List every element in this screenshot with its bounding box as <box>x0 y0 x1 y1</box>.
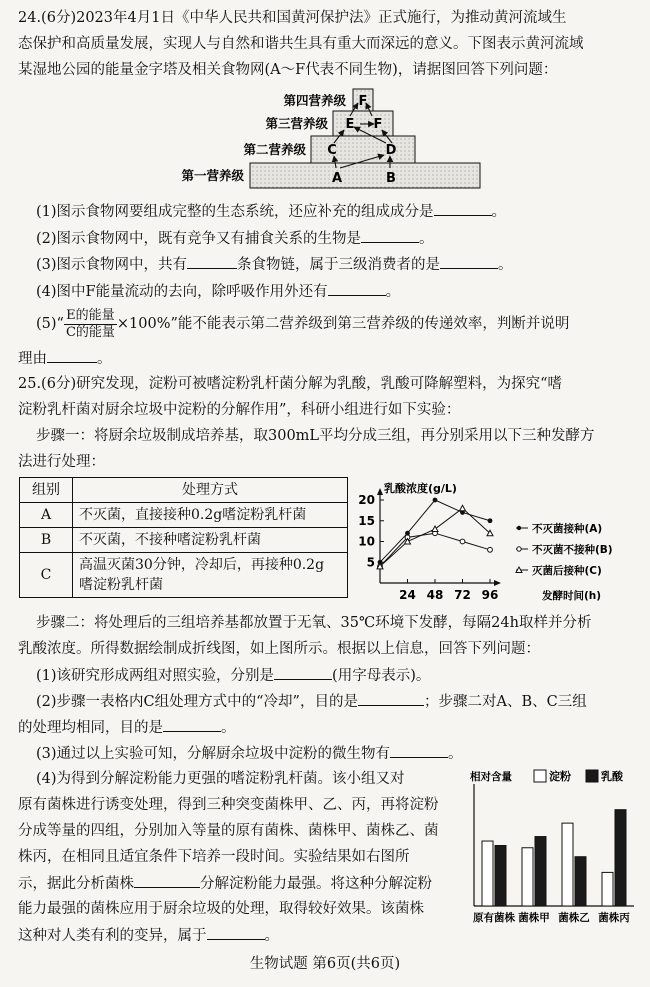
q25-4-line4: 株丙，在相同且适宜条件下培养一段时间。实验结果如右图所 <box>18 849 410 865</box>
point-b <box>488 547 493 552</box>
legend-label: 不灭菌不接种(B) <box>532 544 613 556</box>
table-row <box>20 503 348 528</box>
table-row <box>20 553 348 598</box>
q25-step1-2: 法进行处理： <box>18 454 105 470</box>
q25-step2-2: 乳酸浓度。所得数据绘制成折线图，如上图所示。根据以上信息，回答下列问题： <box>18 641 540 657</box>
y-tick-label: 5 <box>366 555 375 570</box>
group-a: A <box>20 503 73 528</box>
treatment-c: 高温灭菌30分钟，冷却后，再接种0.2g 嗜淀粉乳杆菌 <box>73 553 348 598</box>
organism-e: E <box>345 117 355 132</box>
q25-2: (2)步骤一表格内C组处理方式中的“冷却”，目的是 ；步骤二对A、B、C三组 <box>36 691 638 712</box>
group-b: B <box>20 528 73 553</box>
q24-5: (5)“ $\frac{\text{E的能量}}{\text{C的能量}}$ ×100%”能不能表示第二营养级到第三营养级的传递效率，判断并说明 <box>36 307 570 340</box>
answer-blank[interactable] <box>358 691 424 706</box>
table-header-row <box>20 478 348 503</box>
legend-swatch <box>586 770 598 782</box>
answer-blank[interactable] <box>328 281 386 296</box>
line-chart-xlabel: 发酵时间(h) <box>542 590 602 602</box>
organism-a: A <box>331 171 343 186</box>
series-line-open <box>380 533 490 566</box>
level-label-3: 第三营养级 <box>265 116 328 131</box>
answer-blank[interactable] <box>207 925 265 940</box>
q25-1: (1)该研究形成两组对照实验，分别是 (用字母表示)。 <box>36 665 638 686</box>
q24-intro-3: 某湿地公园的能量金字塔及相关食物网(A～F代表不同生物)，请据图回答下列问题： <box>18 62 558 78</box>
treatment-a: 不灭菌，直接接种0.2g嗜淀粉乳杆菌 <box>73 503 348 528</box>
legend-label: 淀粉 <box>549 770 571 783</box>
q24-3: (3)图示食物网中，共有 条食物链，属于三级消费者的是 。 <box>36 254 638 275</box>
legend-label: 乳酸 <box>601 770 623 783</box>
bar <box>575 857 586 906</box>
level-label-2: 第二营养级 <box>243 142 306 157</box>
q25-2-line2: 的处理均相同，目的是 。 <box>18 717 638 738</box>
q24-intro-2: 态保护和高质量发展，实现人与自然和谐共生具有重大而深远的意义。下图表示黄河流域 <box>18 36 584 52</box>
point-c <box>460 505 466 511</box>
lactic-acid-line-chart <box>356 478 642 608</box>
series-line-triangle <box>380 508 490 566</box>
y-tick-label: 10 <box>358 534 375 549</box>
q25-4-line2: 原有菌株进行诱变处理，得到三种突变菌株甲、乙、丙，再将淀粉 <box>18 797 439 813</box>
pyramid-tier-1 <box>250 163 480 188</box>
treatment-b: 不灭菌，不接种嗜淀粉乳杆菌 <box>73 528 348 553</box>
bar <box>562 823 573 906</box>
bar <box>535 837 546 906</box>
q25-4-line7: 这种对人类有利的变异，属于 。 <box>18 925 458 946</box>
legend-swatch <box>534 770 546 782</box>
bar <box>615 810 626 906</box>
category-label: 菌株丙 <box>598 912 630 924</box>
q24-5-line2: 理由 。 <box>18 348 638 369</box>
legend-marker <box>517 526 521 530</box>
bar <box>482 841 493 906</box>
category-label: 菌株乙 <box>558 912 590 924</box>
answer-blank[interactable] <box>390 743 448 758</box>
q25-3: (3)通过以上实验可知，分解厨余垃圾中淀粉的微生物有 。 <box>36 743 638 764</box>
answer-blank[interactable] <box>163 717 221 732</box>
answer-blank[interactable] <box>440 254 498 269</box>
organism-f-4: F <box>358 94 368 109</box>
organism-f-3: F <box>373 117 383 132</box>
q25-4-line5: 示，据此分析菌株 分解淀粉能力最强。将这种分解淀粉 <box>18 873 458 894</box>
table-row <box>20 528 348 553</box>
y-axis-arrow <box>377 488 383 495</box>
q25-step2-1: 步骤二：将处理后的三组培养基都放置于无氧、35℃环境下发酵，每隔24h取样并分析 <box>36 615 592 631</box>
x-tick-label: 96 <box>481 588 499 602</box>
point-b <box>460 539 465 544</box>
bar <box>495 846 506 906</box>
organism-c: C <box>327 143 337 158</box>
answer-blank[interactable] <box>274 665 332 680</box>
point-a <box>488 518 493 523</box>
organism-d: D <box>385 143 397 158</box>
y-tick-label: 15 <box>358 513 375 528</box>
bar-chart-ylabel: 相对含量 <box>470 771 512 783</box>
q25-intro-1: 25.(6分)研究发现，淀粉可被嗜淀粉乳杆菌分解为乳酸，乳酸可降解塑料，为探究“嗜 <box>18 376 563 392</box>
legend-label: 灭菌后接种(C) <box>532 565 602 577</box>
q25-4-line6: 能力最强的菌株应用于厨余垃圾的处理，取得较好效果。该菌株 <box>18 901 424 917</box>
line-chart-ylabel: 乳酸浓度(g/L) <box>384 482 457 495</box>
q25-4-line3: 分成等量的四组，分别加入等量的原有菌株、菌株甲、菌株乙、菌 <box>18 823 439 839</box>
q24-4: (4)图中F能量流动的去向，除呼吸作用外还有 。 <box>36 281 638 302</box>
header-treatment: 处理方式 <box>73 478 348 503</box>
answer-blank[interactable] <box>134 873 200 888</box>
bar <box>602 872 613 906</box>
q25-intro-2: 淀粉乳杆菌对厨余垃圾中淀粉的分解作用”，科研小组进行如下实验： <box>18 402 461 418</box>
q24-2: (2)图示食物网中，既有竞争又有捕食关系的生物是 。 <box>36 228 638 249</box>
level-label-4: 第四营养级 <box>283 93 346 108</box>
x-tick-label: 72 <box>454 588 471 602</box>
treatment-table <box>19 477 348 598</box>
strain-bar-chart <box>462 766 642 936</box>
energy-pyramid-diagram <box>160 86 490 194</box>
bar <box>522 848 533 906</box>
legend-label: 不灭菌接种(A) <box>532 523 603 535</box>
header-group: 组别 <box>20 478 73 503</box>
answer-blank[interactable] <box>187 254 237 269</box>
category-label: 原有菌株 <box>473 912 515 924</box>
legend-marker <box>517 547 521 551</box>
category-label: 菌株甲 <box>518 912 550 924</box>
x-tick-label: 48 <box>426 588 444 602</box>
page-footer: 生物试题 第6页(共6页) <box>249 956 401 972</box>
q24-intro-1: 24.(6分)2023年4月1日《中华人民共和国黄河保护法》正式施行，为推动黄河流域生 <box>18 10 567 26</box>
answer-blank[interactable] <box>434 201 492 216</box>
level-label-1: 第一营养级 <box>181 168 244 183</box>
y-tick-label: 20 <box>358 493 375 507</box>
energy-fraction: $\frac{\text{E的能量}}{\text{C的能量}}$ <box>65 307 115 340</box>
q25-step1-1: 步骤一：将厨余垃圾制成培养基，取300mL平均分成三组，再分别采用以下三种发酵方 <box>36 428 595 444</box>
group-c: C <box>20 553 73 598</box>
q25-4-line1: (4)为得到分解淀粉能力更强的嗜淀粉乳杆菌。该小组又对 <box>36 771 405 787</box>
point-a <box>433 498 438 503</box>
answer-blank[interactable] <box>47 348 97 363</box>
q24-1: (1)图示食物网要组成完整的生态系统，还应补充的组成成分是 。 <box>36 201 638 222</box>
answer-blank[interactable] <box>361 228 419 243</box>
organism-b: B <box>386 171 396 186</box>
x-axis-arrow <box>494 580 501 586</box>
x-tick-label: 24 <box>399 588 416 602</box>
